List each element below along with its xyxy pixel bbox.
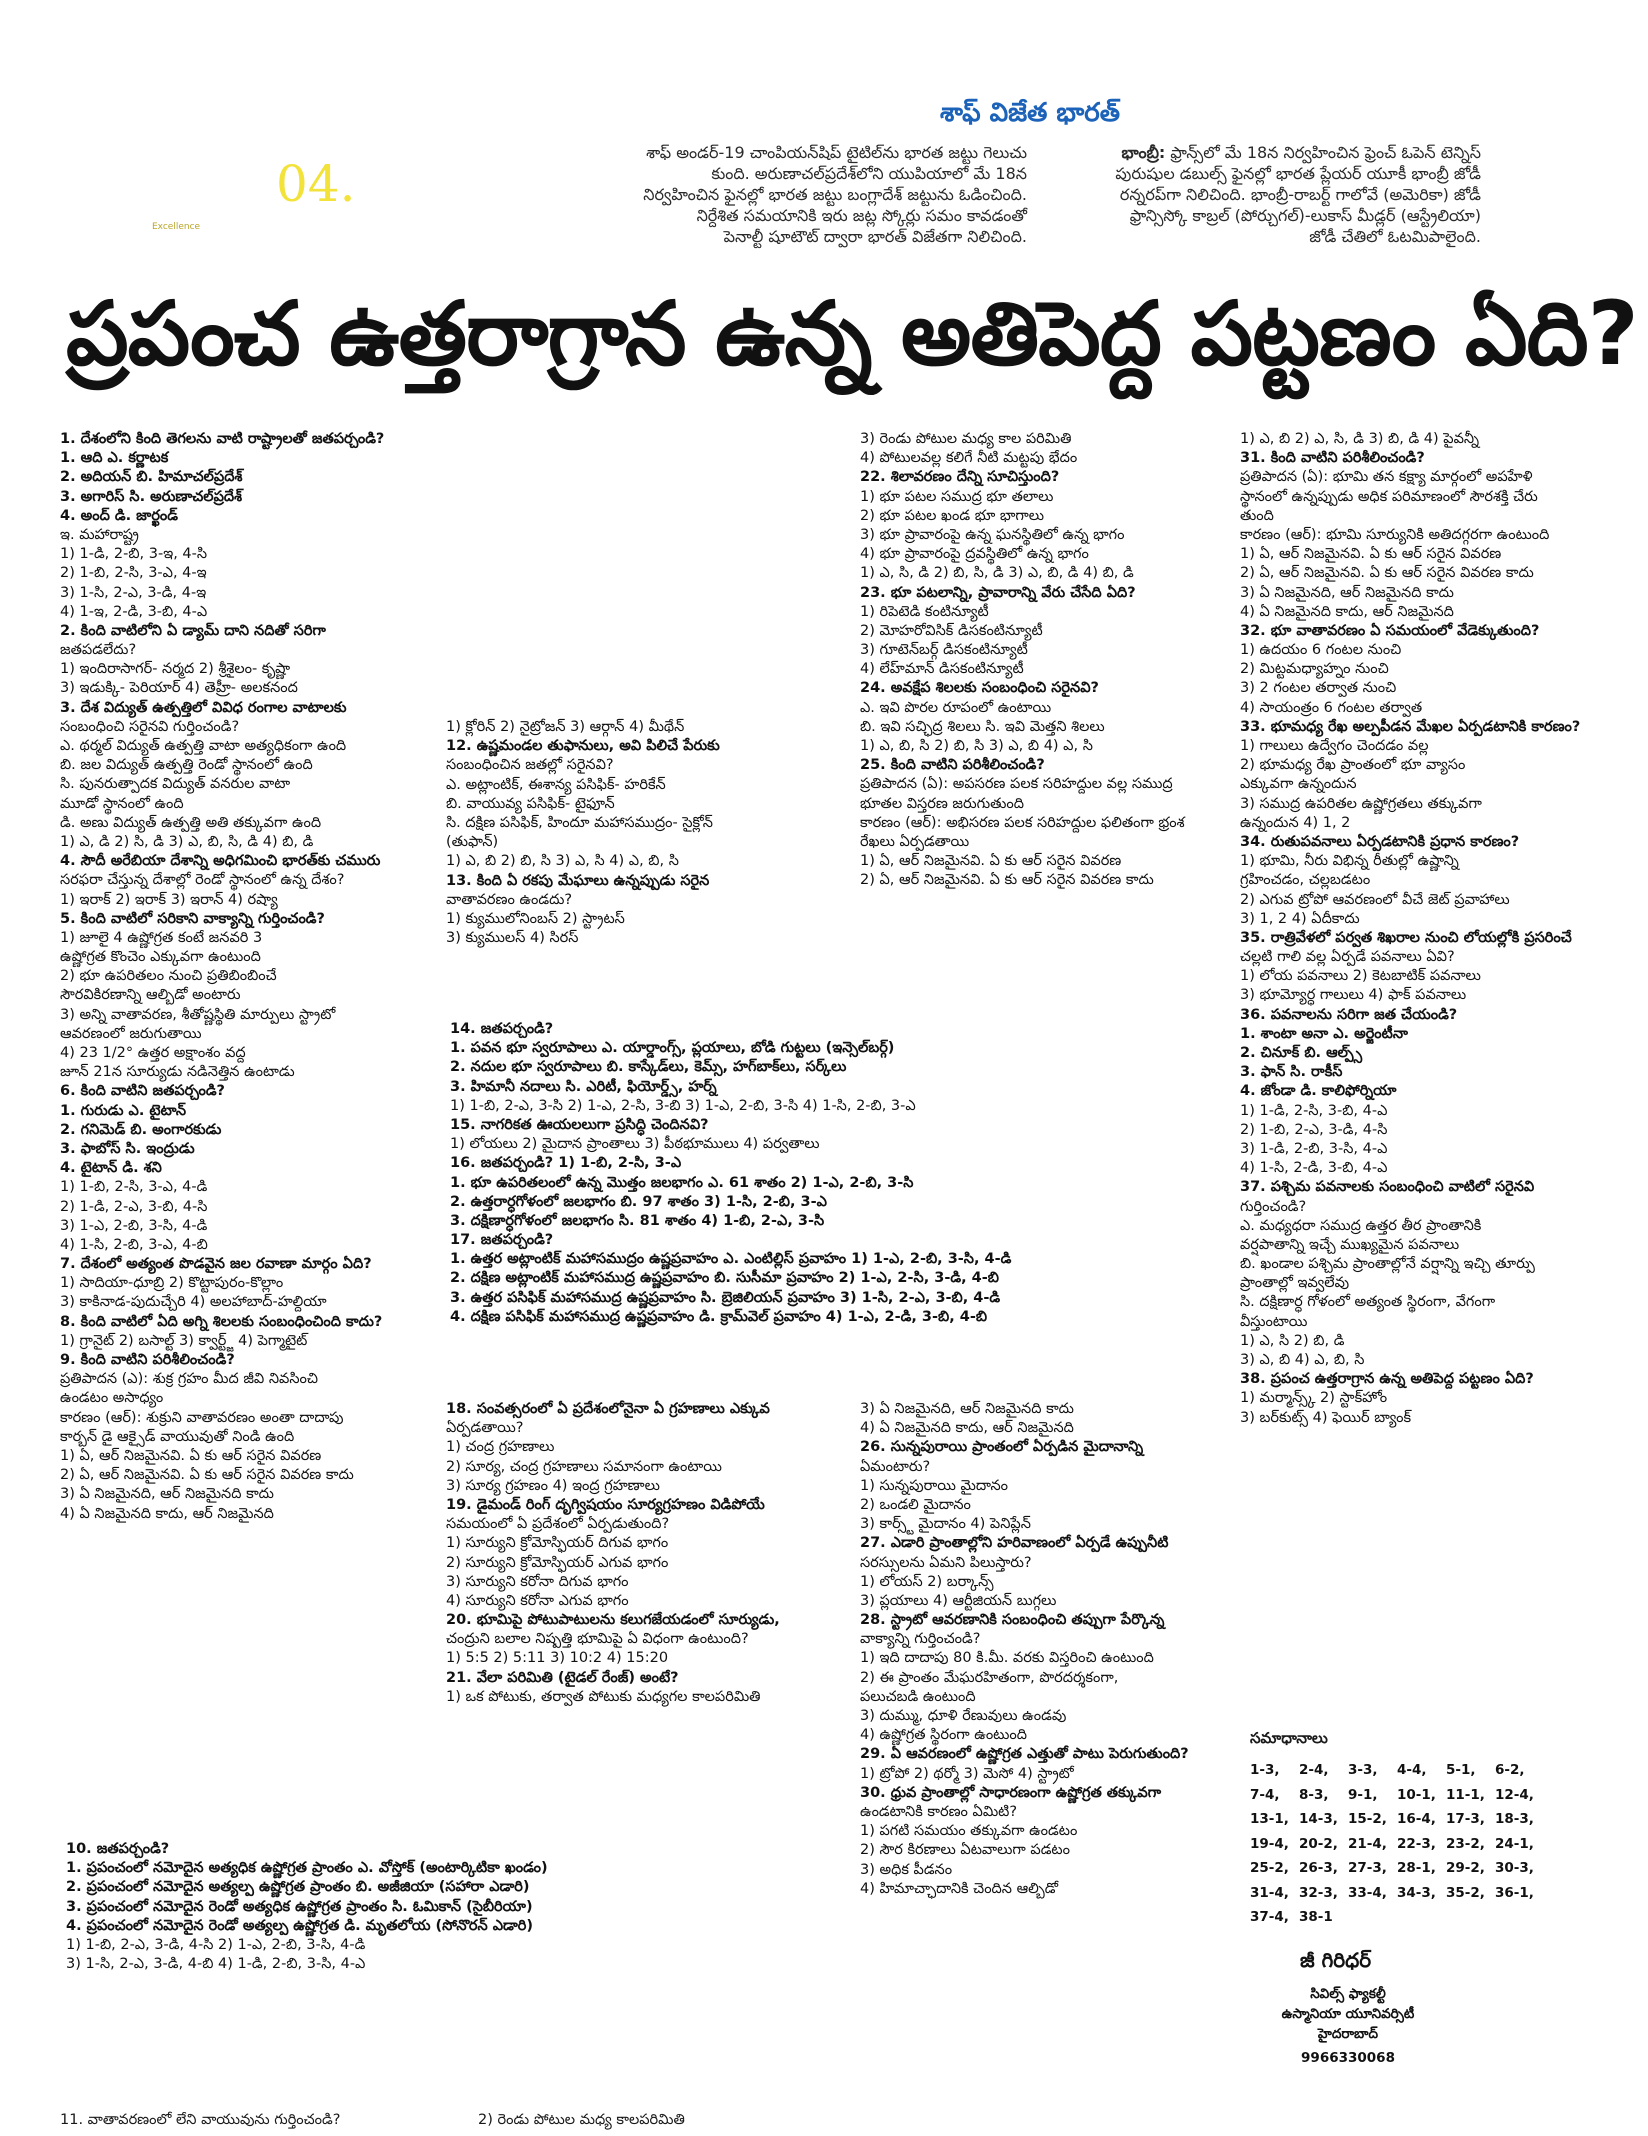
col2-top-line: 2) భూ పటల ఖండ భూ భాగాలు [860,507,1045,524]
news-right-line: రన్నరప్‌గా నిలిచింది. భాంబ్రీ-రాబర్ట్‌ గాలోవే (అమెరికా) జోడీ [1119,185,1481,204]
answer-cell: 23-2, [1446,1835,1485,1852]
col1-line: 5. కింది వాటిలో సరికాని వాక్యాన్ని గుర్తించండి? [60,910,325,927]
col1-line: 1. గురుడు ఎ. టైటాన్‌ [60,1102,187,1119]
col1-line: 1) ఇందిరాసాగర్‌- నర్మద 2) శ్రీశైలం- కృష్ణా [60,661,291,678]
col4-line: 4. జోండా డి. కాలిఫోర్నియా [1240,1083,1397,1100]
news-right-line [1048,142,1481,163]
answer-cell: 28-1, [1397,1860,1436,1876]
col3-mid-line: ఉండటానికి కారణం ఏమిటి? [860,1803,1018,1820]
answer-cell: 30-3, [1495,1860,1534,1876]
news-title: శాఫ్‌ విజేత భారత్‌ [940,98,1120,128]
col4-line: బి. ఖండాల పశ్చిమ ప్రాంతాల్లోనే వర్షాన్ని ఇచ్చి తూర్పు [1240,1256,1535,1273]
col1-line: 3) 1-ఎ, 2-బి, 3-సి, 4-డి [60,1217,208,1234]
col4-line: 1) లోయ పవనాలు 2) కెటబాటిక్‌ పవనాలు [1240,968,1481,985]
col1-line: 6. కింది వాటిని జతపర్చండి? [60,1083,225,1100]
col2-top-line: 2) మోహరోవిసిక్‌ డిసకంటిన్యూటీ [860,622,1043,639]
answers-row [1250,1856,1590,1881]
col1-line: 1) జూలై 4 ఉష్ణోగ్రత కంటే జనవరి 3 [60,929,263,946]
col1-line: 4. అంద్‌ డి. జార్ఖండ్‌ [60,507,179,524]
question-11-option: 2) రెండు పోటుల మధ్య కాలపరిమితి [478,2112,685,2128]
col1-line: సౌరవికిరణాన్ని ఆల్బిడో అంటారు [60,987,241,1004]
col4-line: 3) సముద్ర ఉపరితల ఉష్ణోగ్రతలు తక్కువగా [1240,795,1482,812]
col2-mid-line: 3) సూర్యుని కరోనా దిగువ భాగం [446,1573,629,1590]
answer-cell [1446,1905,1495,1930]
news-right-line: ఫ్రాన్సిస్కో కాబ్రల్‌ (పోర్చుగల్‌)-లుకాస్‌ మీడ్లర్‌ (ఆస్ట్రేలియా) [1129,206,1481,225]
col4-line: 37. పశ్చిమ పవనాలకు సంబంధించి వాటిలో సరైనవి [1240,1179,1535,1196]
col2-top-line: 1) భూ పటల సముద్ర భూ తలాలు [860,488,1054,505]
col2-short-line: 1) క్లోరిన్‌ 2) నైట్రోజన్‌ 3) ఆర్గాన్‌ 4) మీథేన్‌ [446,719,685,735]
col2-top-line: ఎ. ఇవి పొరల రూపంలో ఉంటాయి [860,699,1052,716]
col4-line: స్థానంలో ఉన్నప్పుడు అధిక పరిమాణంలో సౌరశక్తి చేరు [1240,488,1538,505]
col3-mid-line: 3) ఏ నిజమైనది, ఆర్‌ నిజమైనది కాదు [860,1401,1074,1417]
wide-a-line: 14. జతపర్చండి? [450,1021,554,1037]
col3-mid-line: సరస్సులను ఏమని పిలుస్తారు? [860,1554,1032,1571]
col4-line: 3) 1, 2 4) ఏదీకాదు [1240,910,1360,927]
col2-top-line: 4) భూ ప్రావారంపై ద్రవస్థితిలో ఉన్న భాగం [860,546,1089,563]
col1-line: ఉండటం అసాధ్యం [60,1390,164,1407]
wide-a-line: 4. దక్షిణ పసిఫిక్‌ మహాసముద్ర ఉష్ణప్రవాహం డి. క్రామ్‌వెల్‌ ప్రవాహం 4) 1-ఎ, 2-డి, 3-బి, 4-బి [450,1308,988,1325]
news-right-column [1048,142,1481,247]
col4-line: 2) మిట్టమధ్యాహ్నం నుంచి [1240,661,1389,678]
answer-cell: 31-4, [1250,1884,1289,1901]
col3-mid-line: 3) దుమ్ము, ధూళి రేణువులు ఉండవు [860,1708,1067,1724]
col1-line: 9. కింది వాటిని పరిశీలించండి? [60,1352,235,1368]
col3-mid-line: 29. ఏ ఆవరణంలో ఉష్ణోగ్రత ఎత్తుతో పాటు పెరుగుతుంది? [860,1746,1189,1763]
wide-a-line: 15. నాగరికత ఊయలలుగా ప్రసిద్ధి చెందినవి? [450,1116,709,1133]
col2-short-line: సి. దక్షిణ పసిఫిక్‌, హిందూ మహాసముద్రం- సైక్లోన్‌ [446,814,713,831]
col4-line: ఎక్కువగా ఉన్నందున [1240,776,1357,793]
col2-top-line: 1) రిపెటెడి కంటిన్యూటీ [860,603,989,620]
q10-line: 1. ప్రపంచంలో నమోదైన అత్యధిక ఉష్ణోగ్రత ప్రాంతం ఎ. వోస్తోక్‌ (అంటార్కిటికా ఖండం) [66,1860,548,1877]
col4-line: 1) భూమి, నీరు విభిన్న రీతుల్లో ఉష్ణాన్ని [1240,853,1459,870]
answer-cell: 26-3, [1299,1860,1338,1876]
col4-line: 38. ప్రపంచ ఉత్తరాగ్రాన ఉన్న అతిపెద్ద పట్టణం ఏది? [1240,1371,1534,1388]
col1-line: 4. టైటాన్‌ డి. శని [60,1160,162,1177]
col4-line: వర్షపాతాన్ని ఇచ్చే ముఖ్యమైన పవనాలు [1240,1236,1460,1253]
col1-line: 2. అదియన్‌ బి. హిమాచల్‌ప్రదేశ్‌ [60,469,243,486]
col1-line: 1) 1-డి, 2-బి, 3-ఇ, 4-సి [60,546,208,563]
col2-top-line: 3) భూ ప్రావారంపై ఉన్న ఘనస్థితిలో ఉన్న భాగం [860,526,1125,543]
col4-line: వీస్తుంటాయి [1240,1313,1308,1330]
col2-top-line: 24. అవక్షేప శిలలకు సంబంధించి సరైనవి? [860,680,1099,697]
wide-a-line: 1. భూ ఉపరితలంలో ఉన్న మొత్తం జలభాగం ఎ. 61 శాతం 2) 1-ఎ, 2-బి, 3-సి [450,1174,914,1191]
col1-line: 1. ఆది ఎ. కర్ణాటక [60,450,169,467]
news-right-line-text: ఫ్రాన్స్‌లో మే 18న నిర్వహించిన ఫ్రెంచ్‌ ఓపెన్‌ టెన్నిస్‌ [1165,143,1481,162]
col4-line: 31. కింది వాటిని పరిశీలించండి? [1240,450,1425,467]
col2-top-line: 22. శిలావరణం దేన్ని సూచిస్తుంది? [860,469,1060,486]
col2-short-line: 13. కింది ఏ రకపు మేఘాలు ఉన్నప్పుడు సరైన [446,872,710,889]
col4-line: 2. చినూక్‌ బి. ఆల్ప్స్‌ [1240,1045,1363,1061]
answers-title: సమాధానాలు [1250,1729,1328,1747]
col2-mid-line: 2) సూర్య, చంద్ర గ్రహణాలు సమానంగా ఉంటాయి [446,1458,722,1475]
col3-mid-line: 27. ఎడారి ప్రాంతాల్లోని హరివాణంలో ఏర్పడే ఉప్పునీటి [860,1535,1169,1552]
col3-mid-line: 1) సున్నపురాయి మైదానం [860,1477,1008,1494]
answers-row [1250,1905,1590,1930]
wide-a-line: 2. నదుల భూ స్వరూపాలు బి. కాస్కేడ్‌లు, కెమ్స్‌, హగ్‌బాక్‌లు, సర్క్‌లు [450,1059,847,1076]
author-city: హైదరాబాద్‌ [1317,2026,1379,2042]
col3-mid-line: 26. సున్నపురాయి ప్రాంతంలో ఏర్పడిన మైదానాన్ని [860,1439,1144,1456]
col4-line: 3) 2 గంటల తర్వాత నుంచి [1240,680,1397,697]
q10-line: 2. ప్రపంచంలో నమోదైన అత్యల్ప ఉష్ణోగ్రత ప్రాంతం బి. అజీజియా (సహారా ఎడారి) [66,1879,530,1896]
col2-mid-line: 4) సూర్యుని కరోనా ఎగువ భాగం [446,1592,629,1609]
col2-top-line: 23. భూ పటలాన్ని, ప్రావారాన్ని వేరు చేసేది ఏది? [860,584,1136,601]
col1-line: 8. కింది వాటిలో ఏది అగ్ని శిలలకు సంబంధించింది కాదు? [60,1313,383,1330]
col1-line: ఎ. థర్మల్‌ విద్యుత్‌ ఉత్పత్తి వాటా అత్యధికంగా ఉంది [60,738,347,754]
col3-mid-line: వాక్యాన్ని గుర్తించండి? [860,1631,981,1648]
col4-line: 4) ఏ నిజమైనది కాదు, ఆర్‌ నిజమైనది [1240,603,1454,620]
answer-cell: 37-4, [1250,1909,1289,1925]
wide-a-line: 16. జతపర్చండి? 1) 1-బి, 2-సి, 3-ఎ [450,1155,682,1172]
col1-line: మూడో స్థానంలో ఉంది [60,795,184,812]
answer-cell: 4-4, [1397,1762,1427,1778]
col3-mid-line: 3) అధిక పీడనం [860,1861,953,1878]
col2-top-line: ప్రతిపాదన (ఏ): అపసరణ పలక సరిహద్దుల వల్ల సముద్ర [860,776,1173,793]
answer-cell: 10-1, [1397,1786,1436,1803]
col3-mid-line: ఏమంటారు? [860,1458,931,1475]
column-2-upper [446,718,836,948]
col1-line: 3) ఇడుక్కి- పెరియార్‌ 4) తెహ్రీ- అలకనంద [60,680,298,697]
col3-mid-line: 4) హిమాచ్ఛాదానికి చెందిన ఆల్బిడో [860,1880,1059,1897]
answer-cell: 1-3, [1250,1762,1280,1778]
col1-line: 1) గ్రానైట్‌ 2) బసాల్ట్‌ 3) క్వార్ట్జ్‌ 4) పెగ్మాటైట్‌ [60,1332,308,1349]
col1-line: 2) 1-డి, 2-ఎ, 3-బి, 4-సి [60,1198,208,1215]
answer-cell: 18-3, [1495,1811,1534,1827]
col2-short-line: (తుఫాన్‌) [446,834,499,851]
col2-short-line: వాతావరణం ఉండదు? [446,891,573,908]
answer-cell: 8-3, [1299,1786,1329,1803]
answer-cell: 27-3, [1348,1860,1387,1876]
answer-cell: 5-1, [1446,1762,1476,1778]
col2-top-line: 1) ఎ, సి, డి 2) బి, సి, డి 3) ఎ, బి, డి 4) బి, డి [860,565,1134,582]
answer-cell [1397,1905,1446,1930]
col1-line: 3. ఫాబోస్‌ సి. ఇంద్రుడు [60,1140,195,1157]
col1-line: ఆవరణంలో జరుగుతాయి [60,1025,202,1042]
question-11: 11. వాతావరణంలో లేని వాయువును గుర్తించండి? [60,2112,341,2128]
col4-line: 36. పవనాలను సరిగా జత చేయండి? [1240,1006,1458,1023]
col4-line: 3) బర్‌కుట్స్‌ 4) ఫెయిర్‌ బ్యాంక్‌ [1240,1409,1412,1426]
col1-line: 4) 1-సి, 2-బి, 3-ఎ, 4-బి [60,1236,208,1253]
news-right-lead: భాంబ్రీ: [1121,143,1166,162]
col2-top-line: భూతల విస్తరణ జరుగుతుంది [860,795,1024,812]
wide-a-line: 17. జతపర్చండి? [450,1232,554,1249]
answer-cell: 24-1, [1495,1835,1534,1852]
col2-top-line: బి. ఇవి సచ్ఛిద్ర శిలలు సి. ఇవి మెత్తని శిలలు [860,718,1105,735]
answer-cell: 38-1 [1299,1909,1333,1925]
col1-line: సంబంధించి సరైనవి గుర్తించండి? [60,718,240,735]
col3-mid-line: 2) ఒండలి మైదానం [860,1496,971,1513]
col4-line: 3) ఏ నిజమైనది, ఆర్‌ నిజమైనది కాదు [1240,584,1454,601]
col4-line: 3. ఫాన్‌ సి. రాకీస్‌ [1240,1064,1343,1081]
news-right-line: జోడీ చేతిలో ఓటమిపాలైంది. [1309,227,1481,246]
answer-cell: 33-4, [1348,1884,1387,1901]
col2-short-line: సంబంధించిన జతల్లో సరైనవి? [446,757,614,774]
answer-cell: 36-1, [1495,1884,1534,1901]
q10-line: 4. ప్రపంచంలో నమోదైన రెండో అత్యల్ప ఉష్ణోగ్రత డి. మృతలోయ (సోనొరన్‌ ఎడారి) [66,1917,534,1934]
col2-mid-line: సమయంలో ఏ ప్రదేశంలో ఏర్పడుతుంది? [446,1516,670,1533]
col1-line: కారణం (ఆర్‌): శుక్రుని వాతావరణం అంతా దాదాపు [60,1409,344,1426]
col3-mid-line: 1) ట్రోపో 2) థర్మో 3) మెసో 4) స్ట్రాటో [860,1765,1074,1782]
col1-line: 1. దేశంలోని కింది తెగలను వాటి రాష్ట్రాలతో జతపర్చండి? [60,431,385,447]
col2-top-line: 1) ఎ, బి, సి 2) బి, సి 3) ఎ, బి 4) ఎ, సి [860,738,1093,754]
col4-line: ప్రాంతాల్లో ఇవ్వలేవు [1240,1275,1350,1292]
answer-cell [1495,1905,1544,1930]
answer-cell: 34-3, [1397,1884,1436,1901]
col1-line: 1) ఏ, ఆర్‌ నిజమైనవి. ఏ కు ఆర్‌ సరైన వివరణ [60,1447,322,1464]
col2-top-line: 25. కింది వాటిని పరిశీలించండి? [860,757,1045,774]
answer-cell: 2-4, [1299,1762,1329,1778]
col1-line: 3. అగారిస్‌ సి. అరుణాచల్‌ప్రదేశ్‌ [60,488,243,505]
col4-line: 3) ఎ, బి 4) ఎ, బి, సి [1240,1352,1365,1368]
col1-line: డి. అణు విద్యుత్‌ ఉత్పత్తి అతి తక్కువగా ఉంది [60,814,322,831]
col4-line: చల్లటి గాలి వల్ల ఏర్పడే పవనాలు ఏవి? [1240,949,1455,966]
col1-line: 2) 1-బి, 2-సి, 3-ఎ, 4-ఇ [60,565,207,582]
col2-short-line: 3) క్యుములస్‌ 4) సిరస్‌ [446,930,579,947]
col1-line: 1) 1-బి, 2-సి, 3-ఎ, 4-డి [60,1179,208,1196]
col2-short-line: 1) ఎ, బి 2) బి, సి 3) ఎ, సి 4) ఎ, బి, సి [446,853,679,870]
col4-line: 1) ఉదయం 6 గంటల నుంచి [1240,642,1402,659]
col4-line: 32. భూ వాతావరణం ఏ సమయంలో వేడెక్కుతుంది? [1240,622,1540,639]
col2-mid-line: 19. డైమండ్‌ రింగ్‌ దృగ్విషయం సూర్యగ్రహణం విడిపోయే [446,1496,765,1513]
main-headline: ప్రపంచ ఉత్తరాగ్రాన ఉన్న అతిపెద్ద పట్టణం ఏది? [66,282,1638,385]
answer-cell: 9-1, [1348,1786,1378,1803]
col2-short-line: బి. వాయువ్య పసిఫిక్‌- టైఫూన్‌ [446,795,615,812]
col2-mid-line: 20. భూమిపై పోటుపాటులను కలుగజేయడంలో సూర్యుడు, [446,1612,780,1629]
col1-line: 1) సాదియా-ధూబ్రి 2) కొట్టాపురం-కొల్లాం [60,1275,284,1292]
col4-line: 1) గాలులు ఉద్వేగం చెందడం వల్ల [1240,738,1429,754]
col1-line: 3) కాకినాడ-పుదుచ్చేరి 4) అలహాబాద్‌-హల్దియా [60,1294,327,1311]
col2-top-line: రేఖలు ఏర్పడతాయి [860,833,970,850]
news-right-line: పురుషుల డబుల్స్‌ ఫైనల్లో భారత ప్లేయర్‌ యూకీ భాంబ్రీ జోడీ [1115,164,1481,183]
wide-a-line: 2. ఉత్తరార్ధగోళంలో జలభాగం బి. 97 శాతం 3) 1-సి, 2-బి, 3-ఎ [450,1193,827,1210]
col2-mid-line: చంద్రుని బలాల నిష్పత్తి భూమిపై ఏ విధంగా ఉంటుంది? [446,1631,749,1648]
column-4 [1240,430,1620,1428]
col2-mid-line: 1) 5:5 2) 5:11 3) 10:2 4) 15:20 [446,1650,669,1667]
answers-grid [1250,1758,1590,1930]
page-number: 04. [276,155,356,213]
answer-cell: 29-2, [1446,1860,1485,1876]
col4-line: కారణం (ఆర్‌): భూమి సూర్యునికి అతిదగ్గరగా ఉంటుంది [1240,526,1550,543]
answer-cell: 7-4, [1250,1786,1280,1803]
col3-mid-line: 3) కార్స్ట్‌ మైదానం 4) పెనిప్లేన్‌ [860,1516,1031,1533]
col4-line: తుంది [1240,507,1274,524]
wide-a-line: 1) లోయలు 2) మైదాన ప్రాంతాలు 3) పీఠభూములు 4) పర్వతాలు [450,1136,820,1153]
col3-mid-line: 1) పగటి సమయం తక్కువగా ఉండటం [860,1823,1078,1840]
col4-line: గ్రహించడం, చల్లబడటం [1240,872,1371,889]
col4-line: 1) ఎ, సి 2) బి, డి [1240,1332,1345,1349]
col1-line: 2. గనిమెడ్‌ బి. అంగారకుడు [60,1121,222,1138]
author-university: ఉస్మానియా యూనివర్సిటీ [1281,2006,1415,2022]
col1-line: 3) ఏ నిజమైనది, ఆర్‌ నిజమైనది కాదు [60,1486,274,1503]
q10-line: 1) 1-బి, 2-ఎ, 3-డి, 4-సి 2) 1-ఎ, 2-బి, 3-సి, 4-డి [66,1936,366,1953]
news-left-line: పెనాల్టీ షూటౌట్‌ ద్వారా భారత్‌ విజేతగా నిలిచింది. [723,227,1027,246]
col1-line: 1) ఎ, డి 2) సి, డి 3) ఎ, బి, సి, డి 4) బి, డి [60,833,314,850]
col1-line: 2) భూ ఉపరితలం నుంచి ప్రతిబింబించే [60,968,277,985]
answers-row [1250,1783,1590,1808]
col4-line: 35. రాత్రివేళలో పర్వత శిఖరాల నుంచి లోయల్లోకి ప్రసరించే [1240,929,1572,946]
wide-a-line: 3. దక్షిణార్ధగోళంలో జలభాగం సి. 81 శాతం 4) 1-బి, 2-ఎ, 3-సి [450,1212,825,1229]
col2-mid-line: 3) సూర్య గ్రహణం 4) ఇంద్ర గ్రహణాలు [446,1477,660,1494]
col1-line: 2. కింది వాటిలోని ఏ డ్యామ్‌ దాని నదితో సరిగా [60,622,326,639]
col1-line: కార్బన్‌ డై ఆక్సైడ్‌ వాయువుతో నిండి ఉంది [60,1428,295,1445]
col4-line: 1. శాంటా అనా ఎ. అర్జెంటీనా [1240,1025,1408,1042]
answer-cell: 35-2, [1446,1884,1485,1901]
wide-a-line: 3. హిమానీ నదాలు సి. ఎరిటీ, ఫియోర్డ్స్‌, హర్న్‌ [450,1078,717,1095]
col2-top-line: 1) ఏ, ఆర్‌ నిజమైనవి. ఏ కు ఆర్‌ సరైన వివరణ [860,853,1122,870]
answer-cell: 32-3, [1299,1884,1338,1901]
col2-mid-line: 18. సంవత్సరంలో ఏ ప్రదేశంలోనైనా ఏ గ్రహణాలు ఎక్కువ [446,1401,770,1417]
author-phone: 9966330068 [1301,2050,1395,2066]
col3-mid-line: 2) ఈ ప్రాంతం మేఘరహితంగా, పొరదర్శకంగా, [860,1669,1119,1686]
answers-row [1250,1832,1590,1857]
q10-line: 10. జతపర్చండి? [66,1841,170,1857]
questions-14-17 [450,1020,1230,1327]
col4-line: 2) ఏ, ఆర్‌ నిజమైనవి. ఏ కు ఆర్‌ సరైన వివరణ కాదు [1240,565,1534,582]
q10-line: 3. ప్రపంచంలో నమోదైన రెండో అత్యధిక ఉష్ణోగ్రత ప్రాంతం సి. ఓమికాన్‌ (సైబీరియా) [66,1898,533,1915]
answer-cell: 19-4, [1250,1835,1289,1852]
col3-mid-line: 1) ఇది దాదాపు 80 కి.మీ. వరకు విస్తరించి ఉంటుంది [860,1650,1154,1667]
col4-line: 33. భూమధ్య రేఖ అల్పపీడన మేఖల ఏర్పడటానికి కారణం? [1240,718,1581,735]
col3-mid-line: పలుచబడి ఉంటుంది [860,1688,976,1705]
news-left-column [607,142,1027,247]
col2-top-line: 2) ఏ, ఆర్‌ నిజమైనవి. ఏ కు ఆర్‌ సరైన వివరణ కాదు [860,872,1154,889]
col4-line: సి. దక్షిణార్ధ గోళంలో అత్యంత స్థిరంగా, వేగంగా [1240,1294,1496,1311]
answer-cell: 6-2, [1495,1762,1525,1778]
news-left-line: కుంది. అరుణాచల్‌ప్రదేశ్‌లోని యుపియాలో మే 18న [711,164,1027,183]
col2-top-line: కారణం (ఆర్‌): అభిసరణ పలక సరిహద్దుల ఫలితంగా భ్రంశ [860,814,1185,831]
col4-line: ఎ. మధ్యధరా సముద్ర ఉత్తర తీర ప్రాంతానికి [1240,1217,1482,1234]
col4-line: ప్రతిపాదన (ఏ): భూమి తన కక్ష్యా మార్గంలో అపహేళి [1240,469,1533,486]
column-2-lower [446,1400,866,1707]
col1-line: 2) ఏ, ఆర్‌ నిజమైనవి. ఏ కు ఆర్‌ సరైన వివరణ కాదు [60,1467,354,1484]
col2-top-line: 4) పోటులవల్ల కలిగే నీటి మట్టపు భేదం [860,450,1078,467]
col3-mid-line: 4) ఉష్ణోగ్రత స్థిరంగా ఉంటుంది [860,1727,1027,1744]
news-left-line: శాఫ్‌ అండర్‌-19 చాంపియన్‌షిప్‌ టైటిల్‌ను భారత జట్టు గెలుచు [646,143,1027,162]
answer-cell: 20-2, [1299,1835,1338,1852]
answer-cell: 15-2, [1348,1811,1387,1827]
col4-line: 2) ఎగువ ట్రోపో ఆవరణంలో వీచే జెట్‌ ప్రవాహాలు [1240,891,1510,908]
col4-line: 1) మర్మాన్స్క్‌ 2) స్టాక్‌హోం [1240,1390,1388,1407]
wide-a-line: 2. దక్షిణ అట్లాంటిక్‌ మహాసముద్ర ఉష్ణప్రవాహం బి. సుసీమా ప్రవాహం 2) 1-ఎ, 2-సి, 3-డి, 4-బి [450,1270,999,1287]
col4-line: 1) ఎ, బి 2) ఎ, సి, డి 3) బి, డి 4) పైవన్నీ [1240,431,1480,447]
news-left-line: నిర్దేశిత సమయానికి ఇరు జట్ల స్కోర్లు సమం కావడంతో [696,206,1027,225]
col2-top-line: 4) లేహ్‌మాన్‌ డిసకంటిన్యూటీ [860,661,1024,678]
answer-cell: 25-2, [1250,1860,1289,1876]
col1-line: బి. జల విద్యుత్‌ ఉత్పత్తి రెండో స్థానంలో ఉంది [60,757,313,774]
col2-top-line: 3) రెండు పోటుల మధ్య కాల పరిమితి [860,431,1072,447]
wide-a-line: 3. ఉత్తర పసిఫిక్‌ మహాసముద్ర ఉష్ణప్రవాహం సి. బ్రెజిలియన్‌ ప్రవాహం 3) 1-సి, 2-ఎ, 3-బి, 4-డి [450,1289,1001,1306]
wide-a-line: 1) 1-బి, 2-ఎ, 3-సి 2) 1-ఎ, 2-సి, 3-బి 3) 1-ఎ, 2-బి, 3-సి 4) 1-సి, 2-బి, 3-ఎ [450,1097,916,1114]
col1-line: జూన్‌ 21న సూర్యుడు నడినెత్తిన ఉంటాడు [60,1064,295,1081]
col2-mid-line: ఏర్పడతాయి? [446,1420,524,1437]
col2-mid-line: 21. వేలా పరిమితి (టైడల్‌ రేంజ్‌) అంటే? [446,1669,679,1686]
col4-line: గుర్తించండి? [1240,1198,1307,1215]
col4-line: 2) భూమధ్య రేఖ ప్రాంతంలో భూ వ్యాసం [1240,757,1466,774]
col1-line: 4) 1-ఇ, 2-డి, 3-బి, 4-ఎ [60,603,208,620]
col1-line: 1) ఇరాక్‌ 2) ఇరాక్‌ 3) ఇరాన్‌ 4) రష్యా [60,891,278,908]
col2-mid-line: 1) సూర్యుని క్రోమోస్ఫియర్‌ దిగువ భాగం [446,1535,669,1552]
answer-cell: 14-3, [1299,1811,1338,1827]
col4-line: 2) 1-బి, 2-ఎ, 3-డి, 4-సి [1240,1121,1388,1138]
col1-line: జతపడలేదు? [60,642,137,659]
col4-line: 4) 1-సి, 2-డి, 3-బి, 4-ఎ [1240,1160,1388,1177]
column-1 [60,430,460,1524]
col1-line: 4) 23 1/2° ఉత్తర అక్షాంశం వద్ద [60,1045,246,1061]
news-left-line: నిర్వహించిన ఫైనల్లో భారత జట్టు బంగ్లాదేశ్‌ జట్టును ఓడించింది. [643,185,1027,204]
col3-mid-line: 4) ఏ నిజమైనది కాదు, ఆర్‌ నిజమైనది [860,1420,1074,1437]
col4-line: 4) సాయంత్రం 6 గంటల తర్వాత [1240,699,1423,716]
answer-cell: 12-4, [1495,1786,1534,1803]
col4-line: 1) ఏ, ఆర్‌ నిజమైనవి. ఏ కు ఆర్‌ సరైన వివరణ [1240,546,1502,563]
answer-cell: 16-4, [1397,1811,1436,1827]
wide-a-line: 1. ఉత్తర అట్లాంటిక్‌ మహాసముద్రం ఉష్ణప్రవాహం ఎ. ఎంటిల్లిస్‌ ప్రవాహం 1) 1-ఎ, 2-బి, 3-సి, 4-డి [450,1251,1012,1268]
answer-cell: 3-3, [1348,1762,1378,1778]
col3-mid-line: 30. ధ్రువ ప్రాంతాల్లో సాధారణంగా ఉష్ణోగ్రత తక్కువగా [860,1784,1162,1801]
answer-cell [1348,1905,1397,1930]
col1-line: 3) 1-సి, 2-ఎ, 3-డి, 4-ఇ [60,584,207,601]
answer-cell: 13-1, [1250,1811,1289,1827]
column-3-lower [860,1400,1260,1899]
col2-short-line: ఎ. అట్లాంటిక్‌, ఈశాన్య పసిఫిక్‌- హరికేన్‌ [446,776,666,793]
author-name: జీ గిరిధర్‌ [1300,1948,1372,1972]
col1-line: ఇ. మహారాష్ట్ర [60,526,139,543]
col2-mid-line: 1) ఒక పోటుకు, తర్వాత పోటుకు మధ్యగల కాలపరిమితి [446,1688,761,1705]
col4-line: 3) 1-డి, 2-బి, 3-సి, 4-ఎ [1240,1140,1388,1157]
answers-row [1250,1881,1590,1906]
answer-cell: 11-1, [1446,1786,1485,1803]
question-10 [66,1840,866,1974]
col2-top-line: 3) గూటెన్‌బర్గ్‌ డిసకంటిన్యూటీ [860,642,1028,659]
answers-row [1250,1807,1590,1832]
col2-short-line: 12. ఉష్ణమండల తుఫానులు, అవి పిలిచే పేరుకు [446,738,720,755]
col4-line: 1) 1-డి, 2-సి, 3-బి, 4-ఎ [1240,1102,1388,1119]
page-brand: Excellence [152,222,201,232]
col1-line: సి. పునరుత్పాదక విద్యుత్‌ వనరుల వాటా [60,776,291,793]
col3-mid-line: 28. స్ట్రాటో ఆవరణానికి సంబంధించి తప్పుగా పేర్కొన్న [860,1612,1165,1629]
answers-row [1250,1758,1590,1783]
author-title: సివిల్స్‌ ఫ్యాకల్టీ [1310,1986,1386,2002]
col3-mid-line: 3) ప్లయాలు 4) ఆర్టీజియన్‌ బుగ్గలు [860,1592,1057,1609]
col2-mid-line: 1) చంద్ర గ్రహణాలు [446,1439,555,1456]
col1-line: 4. సౌదీ అరేబియా దేశాన్ని అధిగమించి భారత్‌కు చమురు [60,853,381,870]
col1-line: 7. దేశంలో అత్యంత పొడవైన జల రవాణా మార్గం ఏది? [60,1256,372,1273]
col1-line: ఉష్ణోగ్రత కొంచెం ఎక్కువగా ఉంటుంది [60,949,261,966]
col3-mid-line: 1) లోయస్‌ 2) బర్కాన్స్‌ [860,1573,994,1590]
col4-line: 3) భూమ్యోర్ధ గాలులు 4) ఫాక్‌ పవనాలు [1240,987,1467,1004]
col4-line: 34. రుతుపవనాలు ఏర్పడటానికి ప్రధాన కారణం? [1240,833,1520,850]
col3-mid-line: 2) సౌర కిరణాలు ఏటవాలుగా పడటం [860,1842,1070,1859]
answer-cell: 17-3, [1446,1811,1485,1827]
answer-cell: 22-3, [1397,1835,1436,1852]
answer-cell: 21-4, [1348,1835,1387,1852]
wide-a-line: 1. పవన భూ స్వరూపాలు ఎ. యార్డాంగ్స్‌, ప్లయాలు, బోడి గుట్టలు (ఇన్సెల్‌బర్గ్‌) [450,1040,895,1057]
col1-line: ప్రతిపాదన (ఎ): శుక్ర గ్రహం మీద జీవి నివసించి [60,1371,318,1388]
col1-line: 3. దేశ విద్యుత్‌ ఉత్పత్తిలో వివిధ రంగాల వాటాలకు [60,699,347,716]
col1-line: 4) ఏ నిజమైనది కాదు, ఆర్‌ నిజమైనది [60,1505,274,1522]
col2-short-line: 1) క్యుములోనింబస్‌ 2) స్ట్రాటస్‌ [446,910,625,927]
col1-line: సరఫరా చేస్తున్న దేశాల్లో రెండో స్థానంలో ఉన్న దేశం? [60,872,345,889]
q10-line: 3) 1-సి, 2-ఎ, 3-డి, 4-బి 4) 1-డి, 2-బి, 3-సి, 4-ఎ [66,1956,366,1973]
column-3-upper [860,430,1260,891]
col4-line: ఉన్నందున 4) 1, 2 [1240,814,1351,831]
col2-mid-line: 2) సూర్యుని క్రోమోస్ఫియర్‌ ఎగువ భాగం [446,1554,669,1571]
col1-line: 3) అన్ని వాతావరణ, శీతోష్ణస్థితి మార్పులు స్ట్రాటో [60,1006,336,1023]
